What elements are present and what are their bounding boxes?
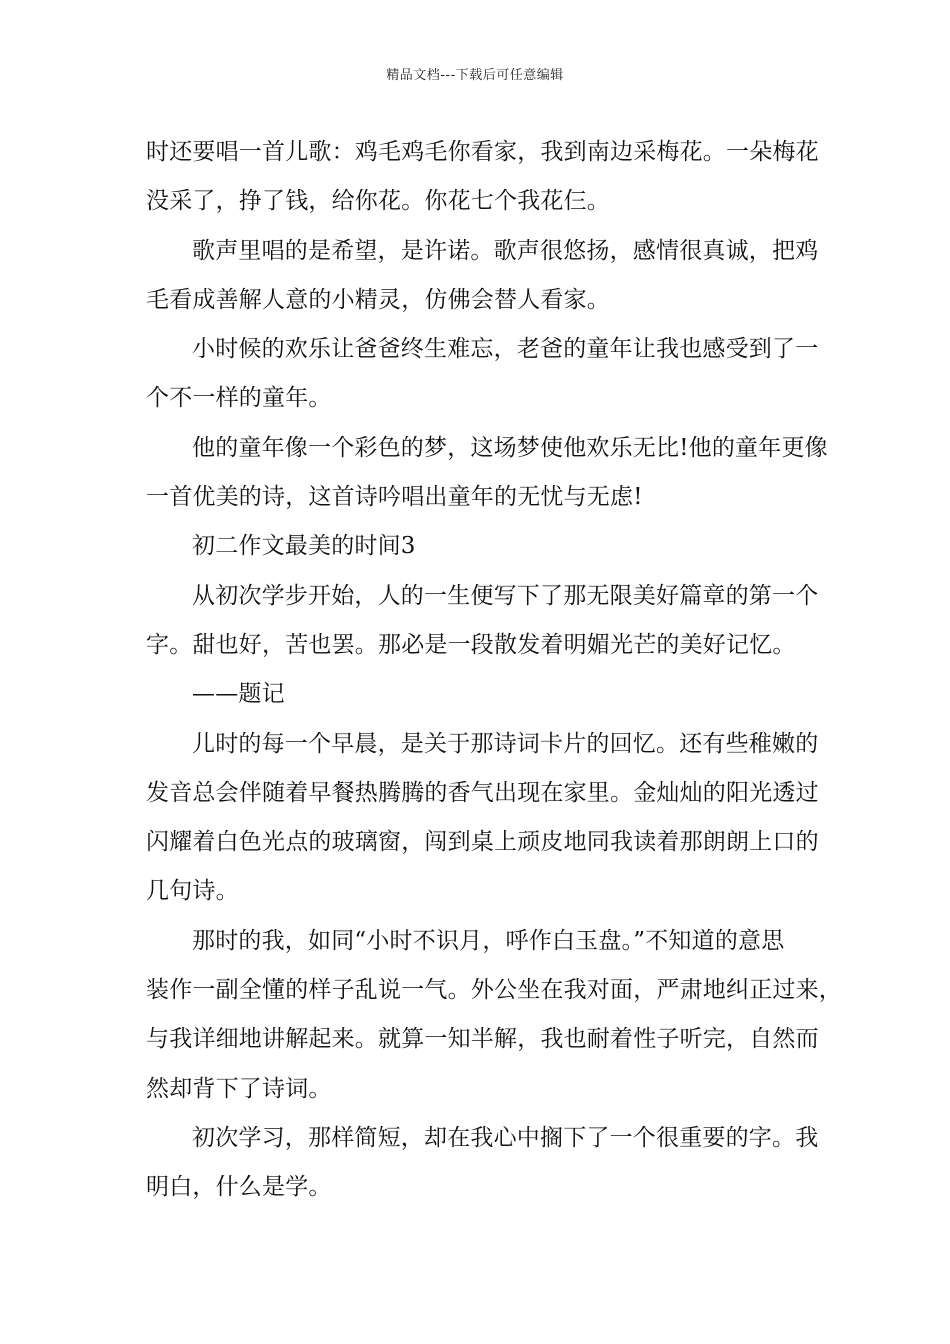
text-line: 那时的我，如同“小时不识月，呼作白玉盘。”不知道的意思: [192, 927, 785, 954]
text-line: 发音总会伴随着早餐热腾腾的香气出现在家里。金灿灿的阳光透过: [146, 779, 819, 806]
text-line: 歌声里唱的是希望，是许诺。歌声很悠扬，感情很真诚，把鸡: [192, 237, 819, 264]
epigraph-note: ——题记: [192, 681, 285, 708]
text-line: 小时候的欢乐让爸爸终生难忘，老爸的童年让我也感受到了一: [192, 336, 819, 363]
document-body: [146, 132, 842, 1217]
text-line: 明白，什么是学。: [146, 1174, 332, 1201]
text-line: 一首优美的诗，这首诗吟唱出童年的无忧与无虑!: [146, 484, 643, 511]
text-line: 与我详细地讲解起来。就算一知半解，我也耐着性子听完，自然而: [146, 1026, 819, 1053]
section-title: 初二作文最美的时间3: [192, 533, 416, 560]
text-line: 他的童年像一个彩色的梦，这场梦使他欢乐无比!他的童年更像: [192, 434, 828, 461]
text-line: 闪耀着白色光点的玻璃窗，闯到桌上顽皮地同我读着那朗朗上口的: [146, 829, 819, 856]
text-line: 装作一副全懂的样子乱说一气。外公坐在我对面，严肃地纠正过来，: [146, 977, 842, 1004]
text-line: 几句诗。: [146, 878, 239, 905]
text-line: 从初次学步开始，人的一生便写下了那无限美好篇章的第一个: [192, 582, 819, 609]
text-line: 没采了，挣了钱，给你花。你花七个我花仨。: [146, 188, 610, 215]
text-line: 字。甜也好，苦也罢。那必是一段散发着明媚光芒的美好记忆。: [146, 631, 796, 658]
text-line: 初次学习，那样简短，却在我心中搁下了一个很重要的字。我: [192, 1124, 819, 1151]
text-line: 个不一样的童年。: [146, 385, 332, 412]
text-line: 时还要唱一首儿歌：鸡毛鸡毛你看家，我到南边采梅花。一朵梅花: [146, 139, 819, 165]
text-line: 儿时的每一个早晨，是关于那诗词卡片的回忆。还有些稚嫩的: [192, 730, 819, 757]
text-line: 然却背下了诗词。: [146, 1075, 332, 1102]
text-line: 毛看成善解人意的小精灵，仿佛会替人看家。: [146, 286, 610, 313]
page-header: 精品文档---下载后可任意编辑: [386, 68, 564, 83]
